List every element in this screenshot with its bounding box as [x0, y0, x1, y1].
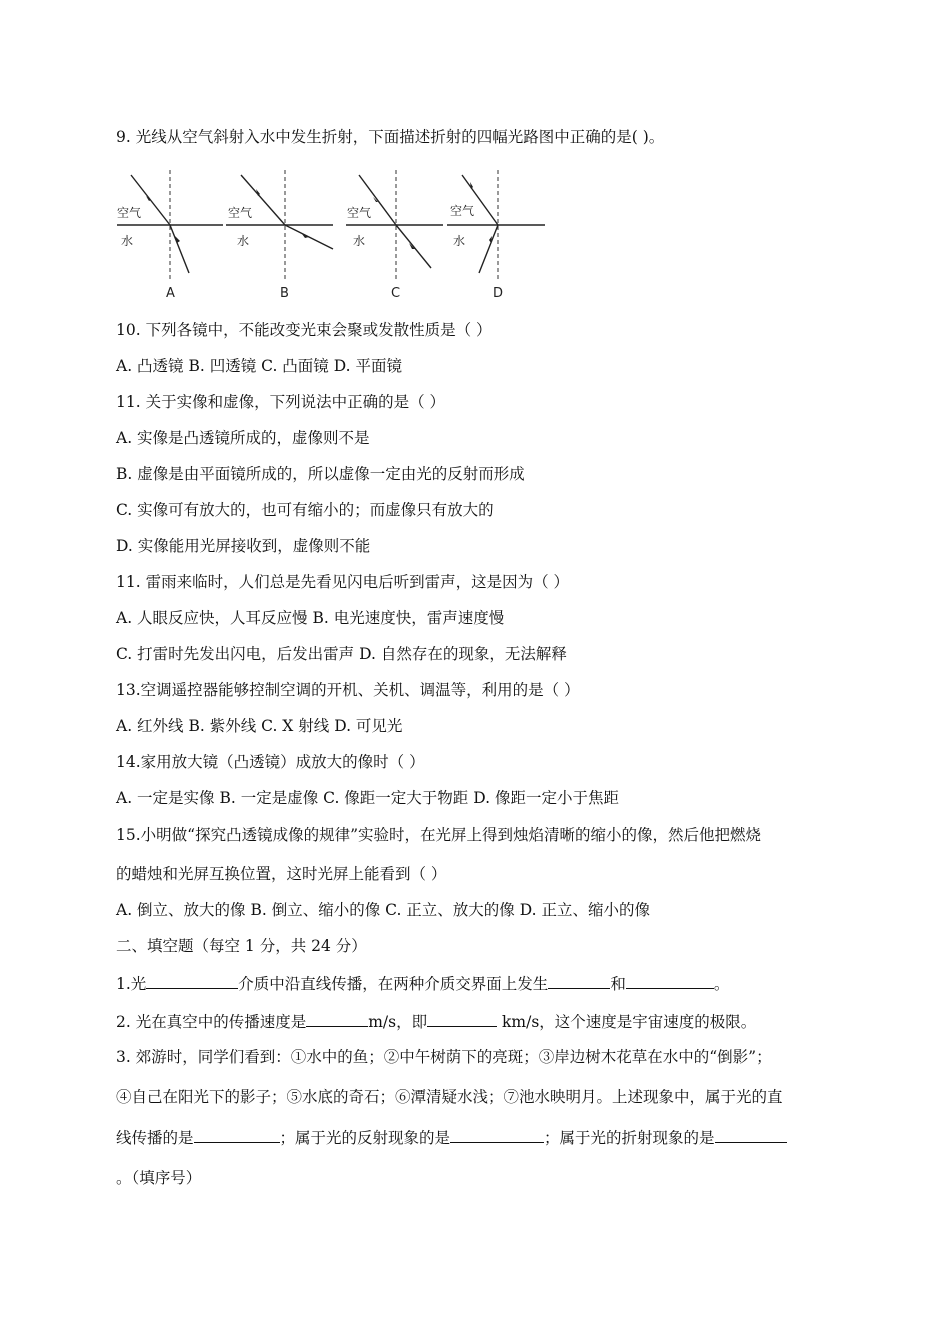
label-b: B	[280, 286, 289, 300]
question-14: 14.家用放大镜（凸透镜）成放大的像时（ ）	[116, 753, 425, 771]
fill-3-blank-1[interactable]	[194, 1127, 280, 1143]
air-label-c: 空气	[347, 206, 372, 220]
fill-3-text-b: ；属于光的反射现象的是	[279, 1129, 451, 1147]
refraction-diagrams-svg	[113, 165, 548, 300]
fill-3-line2: ④自己在阳光下的影子；⑤水底的奇石；⑥潭清疑水浅；⑦池水映明月。上述现象中，属于光的直	[116, 1088, 783, 1106]
diagram-b	[226, 170, 333, 300]
fill-1-text-3: 和	[610, 975, 626, 993]
fill-3-line4: 。（填序号）	[116, 1169, 202, 1187]
fill-1	[116, 973, 729, 994]
air-label-b: 空气	[228, 206, 253, 220]
label-a: A	[166, 286, 175, 300]
fill-1-text-4: 。	[713, 975, 730, 993]
fill-1-text-1: 1.光	[116, 975, 147, 993]
question-11b-options-cd: C. 打雷时先发出闪电，后发出雷声 D. 自然存在的现象，无法解释	[116, 645, 567, 663]
question-9: 9. 光线从空气斜射入水中发生折射，下面描述折射的四幅光路图中正确的是( )。	[116, 128, 665, 146]
air-label-a: 空气	[117, 206, 142, 220]
water-label-d: 水	[453, 234, 466, 248]
question-15-options: A. 倒立、放大的像 B. 倒立、缩小的像 C. 正立、放大的像 D. 正立、缩小的像	[116, 901, 650, 919]
question-10: 10. 下列各镜中，不能改变光束会聚或发散性质是（ ）	[116, 321, 492, 339]
fill-2-blank-2[interactable]	[427, 1011, 497, 1027]
label-d: D	[493, 286, 504, 300]
air-label-d: 空气	[450, 204, 475, 218]
fill-1-blank-1[interactable]	[146, 973, 238, 989]
question-11a-option-c: C. 实像可有放大的，也可有缩小的；而虚像只有放大的	[116, 501, 494, 519]
diagram-d	[447, 170, 545, 300]
fill-1-blank-3[interactable]	[626, 973, 714, 989]
fill-3-blank-2[interactable]	[450, 1127, 544, 1143]
question-11a-option-d: D. 实像能用光屏接收到，虚像则不能	[116, 537, 371, 555]
fill-1-text-2: 介质中沿直线传播，在两种介质交界面上发生	[238, 975, 549, 993]
question-11b-options-ab: A. 人眼反应快，人耳反应慢 B. 电光速度快，雷声速度慢	[116, 609, 505, 627]
question-11a-option-b: B. 虚像是由平面镜所成的，所以虚像一定由光的反射而形成	[116, 465, 525, 483]
question-11a: 11. 关于实像和虚像，下列说法中正确的是（ ）	[116, 393, 446, 411]
refraction-diagrams	[113, 165, 548, 300]
section-2-title: 二、填空题（每空 1 分，共 24 分）	[116, 937, 367, 955]
fill-2	[116, 1011, 756, 1032]
diagram-a	[117, 170, 223, 300]
question-10-options: A. 凸透镜 B. 凹透镜 C. 凸面镜 D. 平面镜	[116, 357, 402, 375]
water-label-c: 水	[353, 234, 366, 248]
fill-3-blank-3[interactable]	[715, 1127, 787, 1143]
question-13-options: A. 红外线 B. 紫外线 C. X 射线 D. 可见光	[116, 717, 403, 735]
label-c: C	[391, 286, 401, 300]
question-11b: 11. 雷雨来临时，人们总是先看见闪电后听到雷声，这是因为（ ）	[116, 573, 570, 591]
fill-2-text-2: m/s，即	[368, 1013, 428, 1031]
fill-1-blank-2[interactable]	[548, 973, 610, 989]
fill-3-line3	[116, 1127, 787, 1148]
question-15-line1: 15.小明做“探究凸透镜成像的规律”实验时，在光屏上得到烛焰清晰的缩小的像，然后他把燃烧	[116, 826, 762, 844]
question-11a-option-a: A. 实像是凸透镜所成的，虚像则不是	[116, 429, 370, 447]
fill-3-line1: 3. 郊游时，同学们看到：①水中的鱼；②中午树荫下的亮斑；③岸边树木花草在水中的“倒影”；	[116, 1048, 772, 1066]
fill-2-text-3: km/s，这个速度是宇宙速度的极限。	[497, 1013, 757, 1031]
fill-2-blank-1[interactable]	[306, 1011, 368, 1027]
question-15-line2: 的蜡烛和光屏互换位置，这时光屏上能看到（ ）	[116, 865, 447, 883]
diagram-c	[346, 170, 443, 300]
question-14-options: A. 一定是实像 B. 一定是虚像 C. 像距一定大于物距 D. 像距一定小于焦距	[116, 789, 619, 807]
water-label-b: 水	[237, 234, 250, 248]
water-label-a: 水	[121, 234, 134, 248]
fill-2-text-1: 2. 光在真空中的传播速度是	[116, 1013, 307, 1031]
fill-3-text-a: 线传播的是	[116, 1129, 194, 1147]
fill-3-text-c: ；属于光的折射现象的是	[544, 1129, 715, 1147]
question-13: 13.空调遥控器能够控制空调的开机、关机、调温等，利用的是（ ）	[116, 681, 580, 699]
